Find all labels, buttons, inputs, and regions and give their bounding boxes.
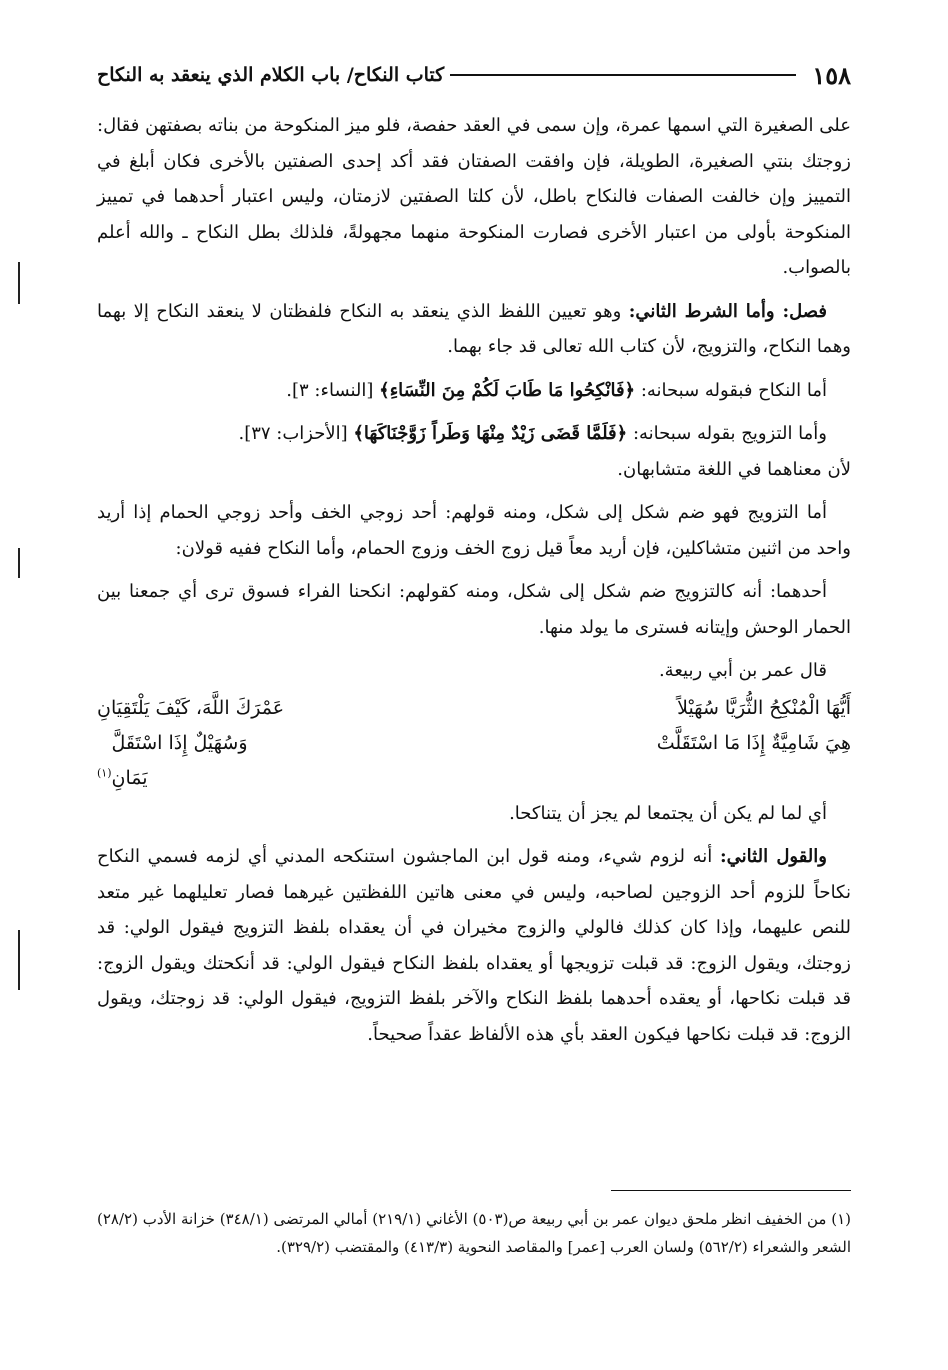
footnote-1: (١) من الخفيف انظر ملحق ديوان عمر بن أبي ربيعة ص(٥٠٣) الأغاني (٢١٩/١) أمالي المرتضى (٣٤٨/١) خزانة الأدب (٢٨/٢) الشعر والشعراء (٥٦٢/٢) ولسان العرب [عمر] والمقاصد النحوية (٤١٣/٣) والمقتضب (٣٢٩/٢). (96, 1210, 851, 1256)
poem-line-1-first-hemistich: أَيُّهَا الْمُنْكِحُ الثُّرَيَّا سُهَيْلاً (677, 696, 851, 719)
paragraph-meaning-2: أي لما لم يكن أن يجتمعا لم يجز أن يتناكحا. (509, 802, 827, 824)
paragraph-tazwij-def: أما التزويج فهو ضم شكل إلى شكل، ومنه قولهم: أحد زوجي الخف وأحد زوجي الحمام إذا أريد واحد من اثنين متشاكلين، فإن أريد معاً قيل زوج الخف وزوج الحمام، وأما النكاح ففيه قولان: (97, 502, 851, 559)
scan-edge-mark (18, 548, 20, 578)
tazwij-intro: وأما التزويج بقوله سبحانه: (627, 423, 827, 444)
quran-verse-ahzab: ﴿فَلَمَّا قَضَى زَيْدٌ مِنْهَا وَطَراً زَوَّجْنَاكَهَا﴾ (353, 423, 628, 444)
page-body (97, 108, 851, 1052)
scan-edge-mark (18, 930, 20, 990)
paragraph-first-opinion: أحدهما: أنه كالتزويج ضم شكل إلى شكل، ومنه كقولهم: انكحنا الفراء فسوق ترى أي جمعنا بين الحمار الوحش وإيتانه فسترى ما يولد منها. (97, 581, 851, 638)
paragraph-poet: قال عمر بن أبي ربيعة. (658, 660, 827, 681)
paragraph-tazwij-verse (97, 416, 851, 452)
nikah-ref: [النساء: ٣]. (286, 379, 380, 401)
paragraph-meaning: لأن معناهما في اللغة متشابهان. (617, 458, 851, 480)
second-opinion-heading: والقول الثاني: (720, 846, 827, 867)
nikah-intro: أما النكاح فبقوله سبحانه: (635, 379, 827, 401)
paragraph-nikah-verse (97, 373, 851, 409)
footnote (97, 1205, 851, 1261)
fasl-heading: فصل: وأما الشرط الثاني: (628, 300, 827, 322)
quran-verse-nisa: ﴿فَانْكِحُوا مَا طَابَ لَكُمْ مِنَ النِّسَاءِ﴾ (379, 379, 636, 401)
second-opinion-text: أنه لزوم شيء، ومنه قول ابن الماجشون استنكحه المدني أي لزمه فسمي النكاح نكاحاً للزوم أحد الزوجين لصاحبه، وليس في معنى هاتين اللفظتين غيرهما فصار تعليلهما غير متعد للنص عليهما، وإذا كان كذلك فالولي والزوج مخيران في أن يعقداه بلفظ التزويج فيقول الولي: قد زوجتك، ويقول الزوج: قد قبلت تزويجها أو يعقداه بلفظ النكاح فيقول الولي: قد أنكحتك ويقول الزوج: قد قبلت نكاحها، أو يعقده أحدهما بلفظ النكاح والآخر بلفظ التزويج، فيقول الولي: قد زوجتك، ويقول الزوج: قد قبلت نكاحها فيكون العقد بأي هذه الألفاظ عقداً صحيحاً. (97, 846, 851, 1045)
poem-line-2-first-hemistich: هِيَ شَامِيَّةٌ إِذَا مَا اسْتَقَلَّتْ (656, 731, 851, 754)
running-title: كتاب النكاح/ باب الكلام الذي ينعقد به النكاح (97, 64, 445, 86)
poem-line-2-second-text: وَسُهَيْلٌ إِذَا اسْتَقَلَّ يَمَانِ (111, 731, 248, 789)
footnote-marker: (١) (97, 766, 112, 780)
footnote-rule (611, 1190, 851, 1191)
paragraph-fasl (97, 294, 851, 365)
poem-line-1 (97, 691, 851, 726)
poem-line-2 (97, 726, 851, 796)
page-header (97, 58, 851, 92)
paragraph-intro: على الصغيرة التي اسمها عمرة، وإن سمى في العقد حفصة، فلو ميز المنكوحة من بناته بصفتهن فقال: زوجتك بنتي الصغيرة، الطويلة، فإن وافقت الصفتان فقد أكد إحدى الصفتين بالأخرى فكان أبلغ في التمييز وإن خالفت الصفات فالنكاح باطل، لأن كلتا الصفتين لازمتان، وليس اعتبار أحدهما في تمييز المنكوحة بأولى من اعتبار الأخرى فصارت المنكوحة منهما مجهولةً، فلذلك بطل النكاح ـ والله أعلم بالصواب. (97, 115, 851, 278)
paragraph-second-opinion (97, 839, 851, 1052)
scan-edge-mark (18, 262, 20, 304)
page-number: ١٥٨ (812, 60, 851, 90)
fasl-text: وهو تعيين اللفظ الذي ينعقد به النكاح فلفظتان لا ينعقد النكاح إلا بهما وهما النكاح، والتزويج، لأن كتاب الله تعالى قد جاء بهما. (97, 300, 851, 357)
poem-line-1-second-hemistich: عَمْرَكَ اللَّهَ، كَيْفَ يَلْتَقِيَانِ (97, 696, 285, 719)
tazwij-ref: [الأحزاب: ٣٧]. (238, 423, 354, 444)
header-rule (450, 74, 796, 76)
poem (97, 691, 851, 796)
poem-line-2-second-hemistich (97, 726, 451, 796)
